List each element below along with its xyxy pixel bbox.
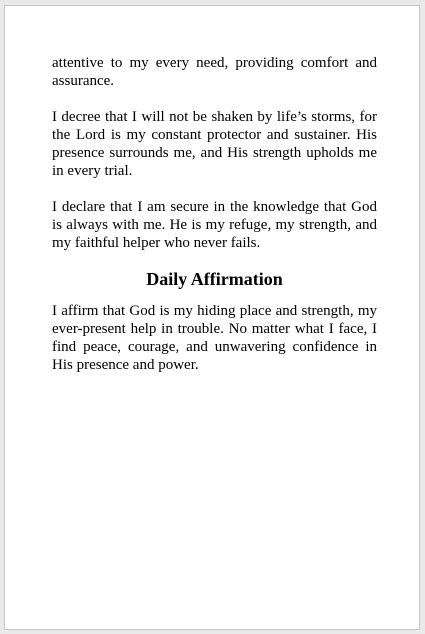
paragraph-declare: I declare that I am secure in the knowledge that God is always with me. He is my refuge, my strength, and my faithful helper who never fails. <box>52 199 377 251</box>
paragraph-affirm: I affirm that God is my hiding place and strength, my ever-present help in trouble. No matter what I face, I find peace, courage, and unwavering confidence in His presence and power. <box>52 303 377 373</box>
paragraph-decree: I decree that I will not be shaken by life’s storms, for the Lord is my constant protector and sustainer. His presence surrounds me, and His strength upholds me in every trial. <box>52 109 377 179</box>
paragraph-continuation: attentive to my every need, providing comfort and assurance. <box>52 55 377 89</box>
page-content <box>52 54 377 392</box>
section-heading: Daily Affirmation <box>146 269 283 289</box>
document-page <box>4 5 420 630</box>
